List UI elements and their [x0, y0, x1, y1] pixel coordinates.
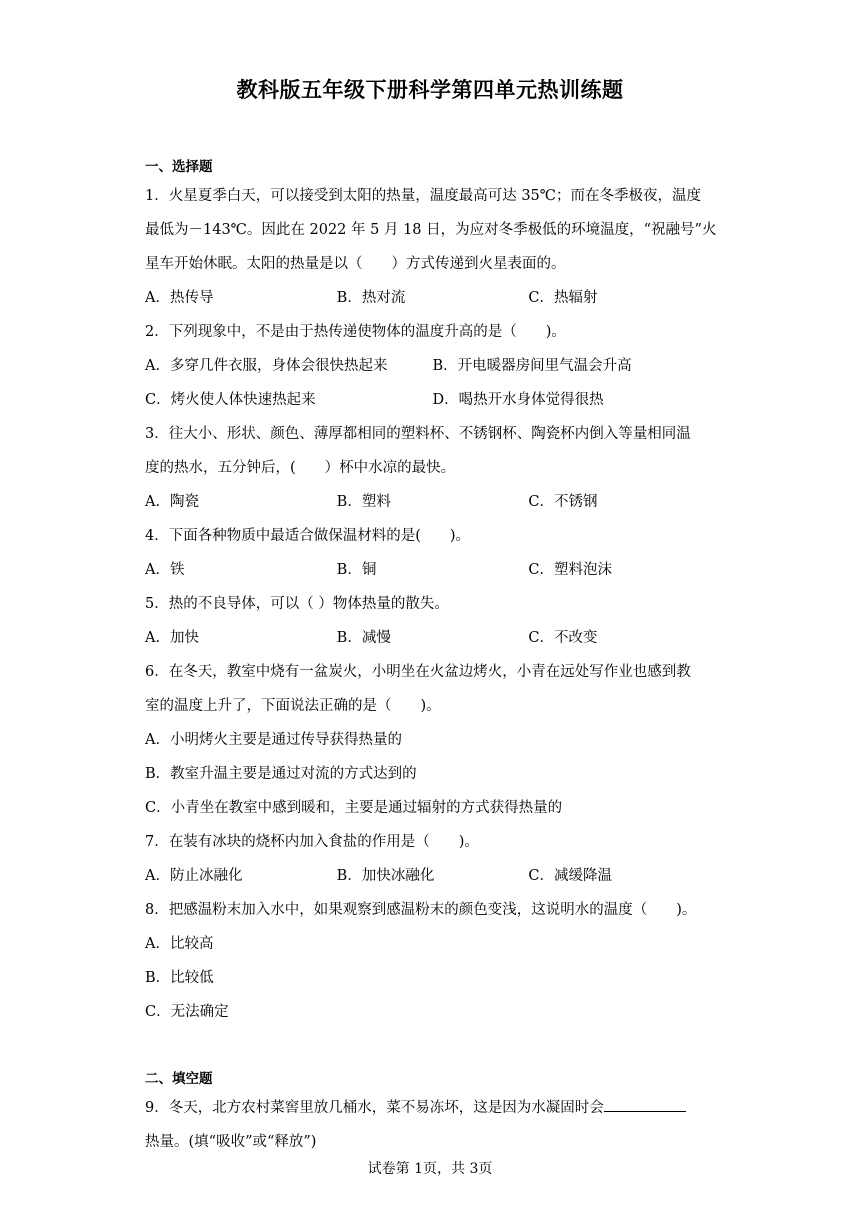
question-6 [145, 655, 720, 825]
question-text: 5．热的不良导体，可以（ ）物体热量的散失。 [145, 596, 449, 612]
options-row [145, 349, 720, 383]
options-row [145, 383, 720, 417]
option-a: A．比较高 [145, 936, 214, 952]
page-title: 教科版五年级下册科学第四单元热训练题 [236, 78, 624, 102]
question-text: 最低为－143℃。因此在 2022 年 5 月 18 日，为应对冬季极低的环境温度，“祝融号”火 [145, 222, 717, 238]
options-row [145, 485, 720, 519]
question-text: 星车开始休眠。太阳的热量是以（ ）方式传递到火星表面的。 [145, 256, 566, 272]
question-text: 8．把感温粉末加入水中，如果观察到感温粉末的颜色变浅，这说明水的温度（ )。 [145, 902, 697, 918]
option-a: A．多穿几件衣服，身体会很快热起来 [145, 358, 388, 374]
question-5 [145, 587, 720, 655]
exam-content [145, 155, 720, 1159]
option-b: B．比较低 [145, 970, 214, 986]
option-c: C．塑料泡沫 [528, 562, 612, 578]
option-b: B．教室升温主要是通过对流的方式达到的 [145, 766, 417, 782]
question-text: 6．在冬天，教室中烧有一盆炭火，小明坐在火盆边烤火，小青在远处写作业也感到教 [145, 664, 691, 680]
options-row [145, 553, 720, 587]
page-footer: 试卷第 1页，共 3页 [367, 1161, 493, 1177]
option-b: B．加快冰融化 [336, 868, 435, 884]
question-text: 7．在装有冰块的烧杯内加入食盐的作用是（ )。 [145, 834, 479, 850]
options-row [145, 281, 720, 315]
question-9 [145, 1091, 720, 1159]
option-c: C．烤火使人体快速热起来 [145, 392, 316, 408]
question-text: 9．冬天，北方农村菜窖里放几桶水，菜不易冻坏，这是因为水凝固时会 [145, 1100, 604, 1116]
question-text-line [145, 1091, 720, 1125]
question-text: 3．往大小、形状、颜色、薄厚都相同的塑料杯、不锈钢杯、陶瓷杯内倒入等量相同温 [145, 426, 691, 442]
options-row [145, 859, 720, 893]
section-heading-fill: 二、填空题 [145, 1071, 213, 1087]
option-b: B．开电暖器房间里气温会升高 [432, 358, 632, 374]
option-d: D．喝热开水身体觉得很热 [432, 392, 604, 408]
section-spacer [145, 1029, 720, 1067]
question-text: 度的热水，五分钟后，( ）杯中水凉的最快。 [145, 460, 456, 476]
question-1 [145, 179, 720, 315]
question-text: 2．下列现象中，不是由于热传递使物体的温度升高的是（ )。 [145, 324, 566, 340]
option-a: A．防止冰融化 [145, 868, 243, 884]
question-7 [145, 825, 720, 893]
option-c: C．不锈钢 [528, 494, 598, 510]
option-b: B．铜 [336, 562, 377, 578]
answer-blank[interactable] [604, 1093, 686, 1112]
question-4 [145, 519, 720, 587]
option-c: C．不改变 [528, 630, 598, 646]
question-2 [145, 315, 720, 417]
option-a: A．铁 [145, 562, 185, 578]
option-c: C．小青坐在教室中感到暖和，主要是通过辐射的方式获得热量的 [145, 800, 563, 816]
option-a: A．陶瓷 [145, 494, 199, 510]
question-8 [145, 893, 720, 1029]
options-row [145, 621, 720, 655]
option-c: C．热辐射 [528, 290, 598, 306]
question-text: 室的温度上升了，下面说法正确的是（ )。 [145, 698, 441, 714]
option-b: B．热对流 [336, 290, 406, 306]
option-a: A．小明烤火主要是通过传导获得热量的 [145, 732, 402, 748]
option-a: A．加快 [145, 630, 199, 646]
question-text: 4．下面各种物质中最适合做保温材料的是( )。 [145, 528, 471, 544]
option-a: A．热传导 [145, 290, 214, 306]
option-c: C．无法确定 [145, 1004, 229, 1020]
option-b: B．减慢 [336, 630, 391, 646]
section-heading-choice: 一、选择题 [145, 159, 213, 175]
question-3 [145, 417, 720, 519]
question-text: 1．火星夏季白天，可以接受到太阳的热量，温度最高可达 35℃；而在冬季极夜，温度 [145, 188, 702, 204]
question-text: 热量。(填“吸收”或“释放”) [145, 1134, 317, 1150]
option-b: B．塑料 [336, 494, 391, 510]
option-c: C．减缓降温 [528, 868, 612, 884]
